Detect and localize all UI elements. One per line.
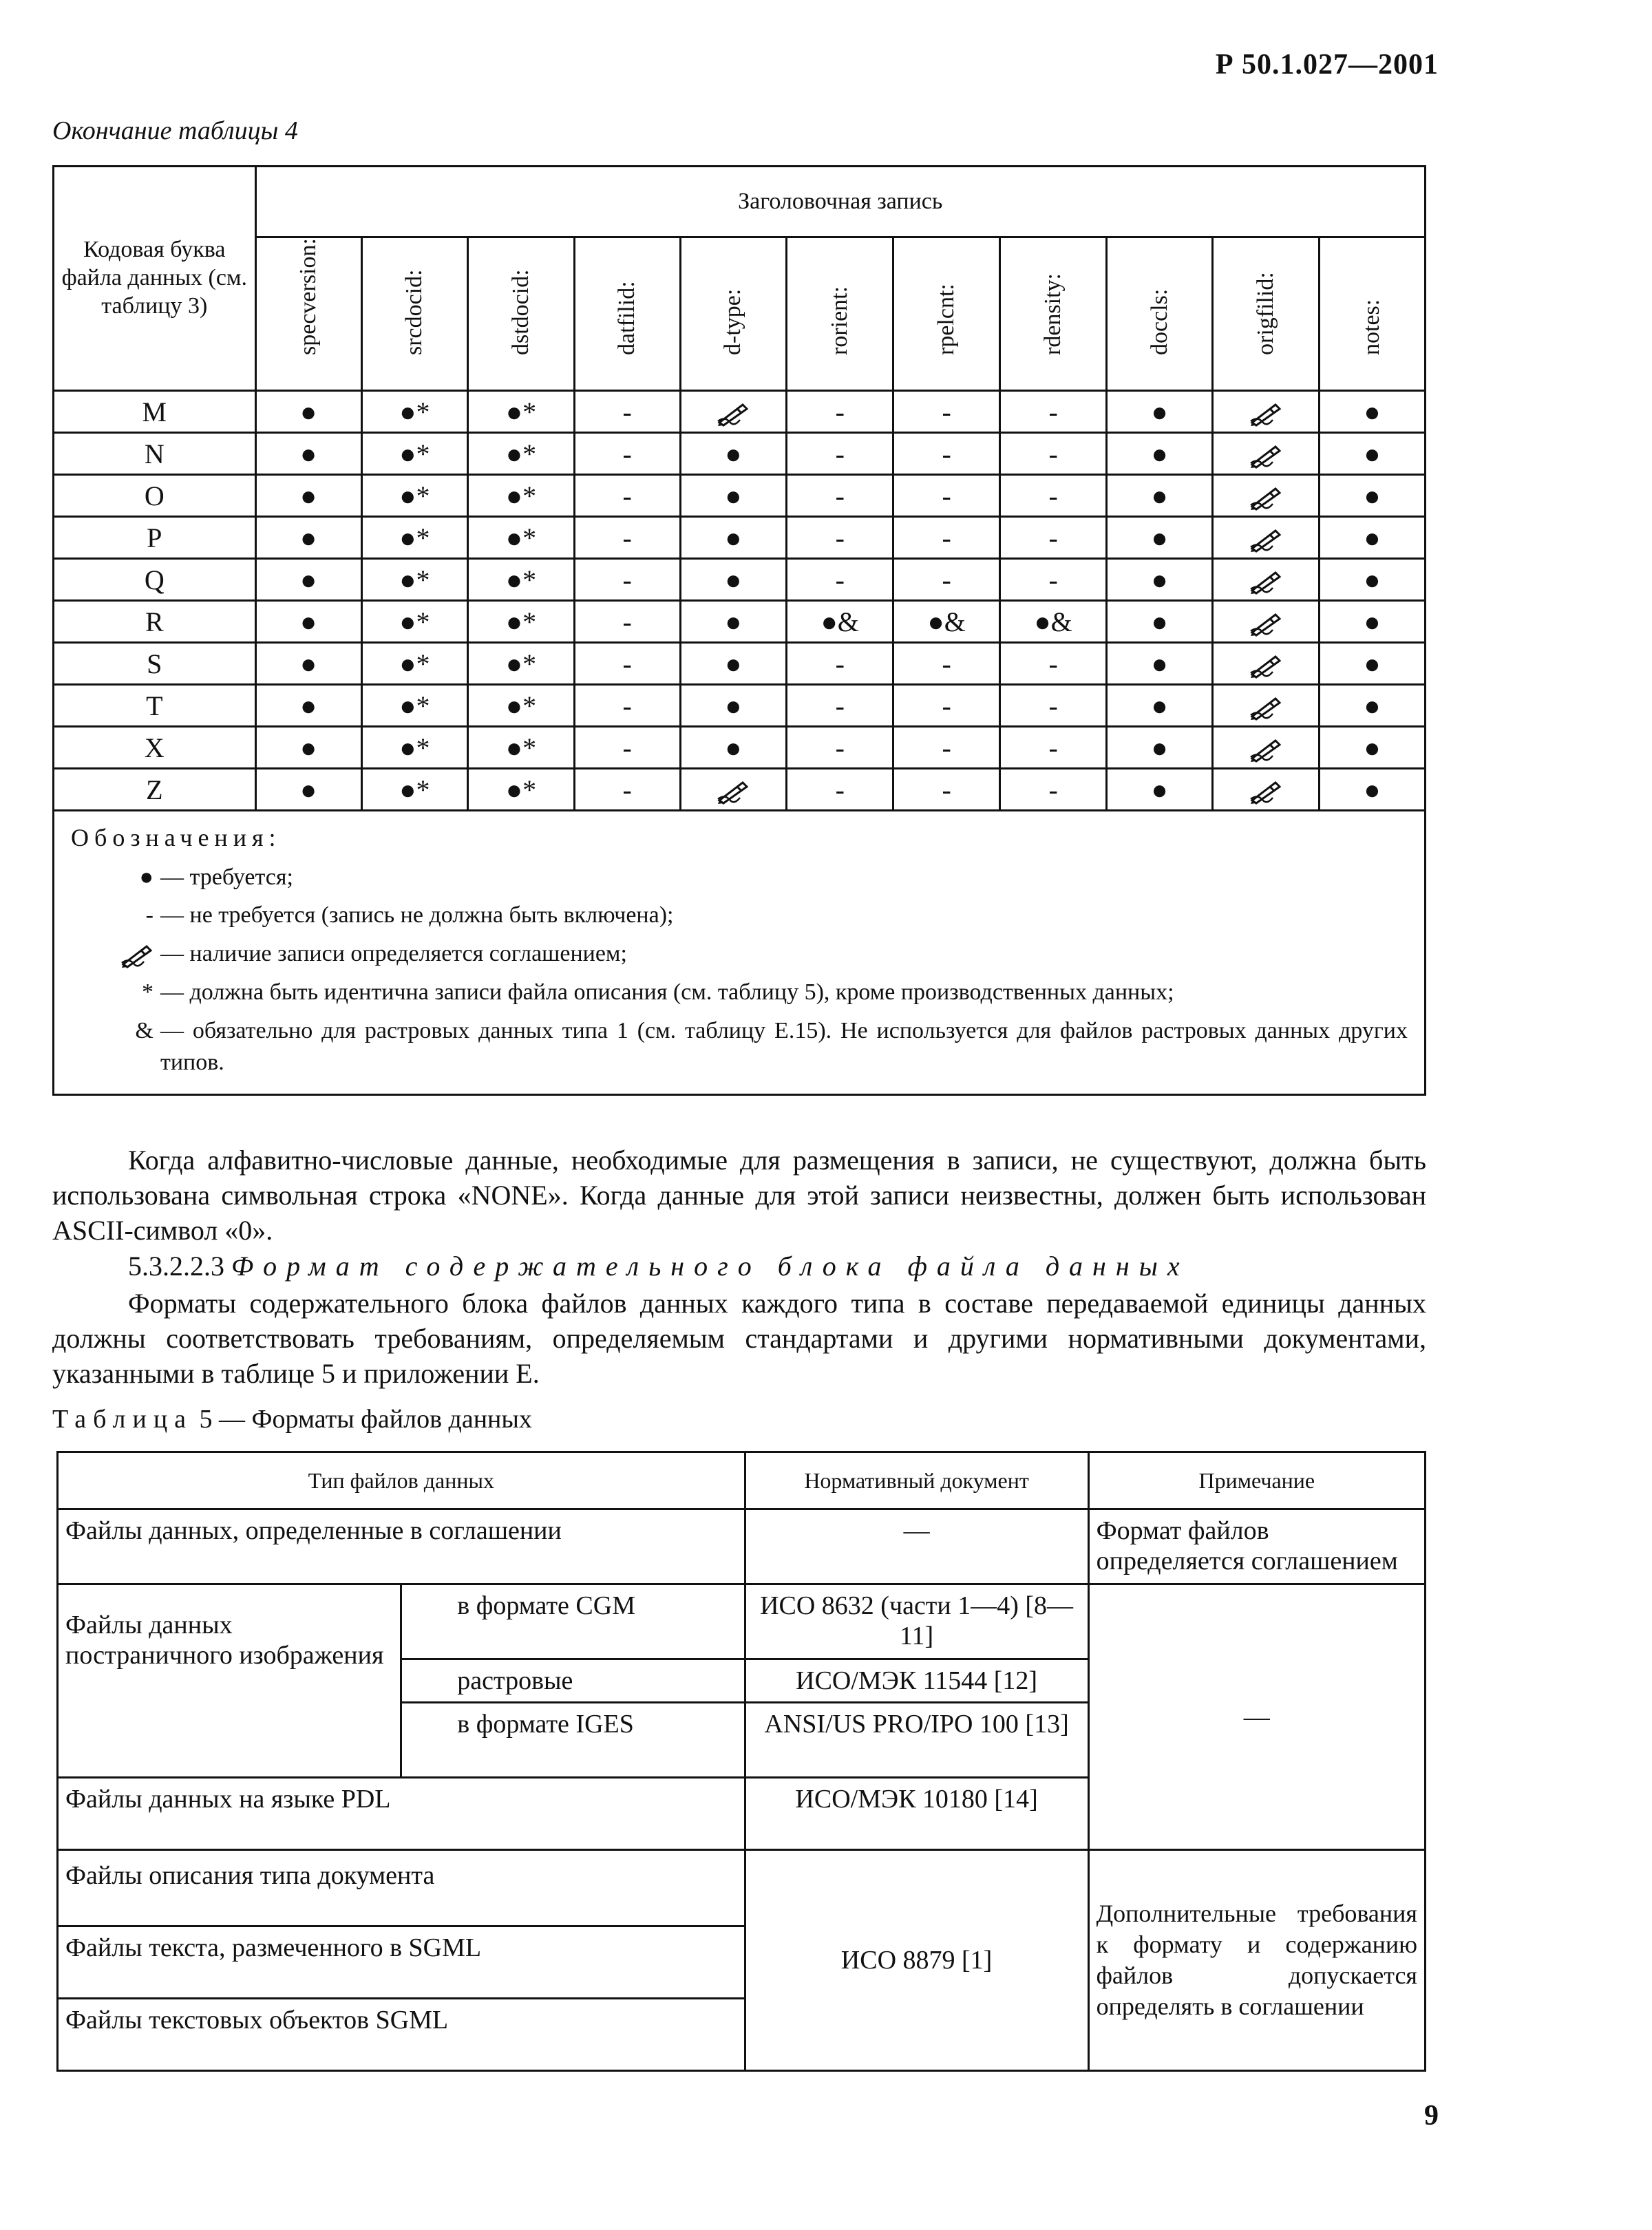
cell: - [1000,517,1107,559]
pen-icon [1249,486,1282,511]
row-letter: T [54,685,256,727]
cell: ●* [468,517,575,559]
cell: - [893,769,1000,811]
t5-header-type: Тип файлов данных [58,1452,745,1509]
cell [1213,517,1320,559]
cell: - [574,391,680,433]
section-title: Формат содержательного блока файла данных [231,1251,1189,1282]
pen-icon [1249,444,1282,469]
cell: - [574,769,680,811]
cell: ●* [468,601,575,643]
column-header: rdensity: [1000,237,1107,391]
column-header: specversion: [255,237,361,391]
table-5 [56,1451,1426,2072]
table-4 [52,165,1426,1096]
pen-icon [1249,402,1282,427]
cell: ● [1107,727,1213,769]
pen-icon [1249,696,1282,721]
cell: - [893,475,1000,517]
pen-icon [1249,654,1282,679]
cell: ●* [468,727,575,769]
page-number: 9 [1424,2100,1439,2132]
cell: - [1000,433,1107,475]
column-header: d-type: [680,237,787,391]
row-letter: P [54,517,256,559]
cell: - [787,391,893,433]
legend-title: Обозначения: [71,824,282,851]
table-row [54,727,1426,769]
t5-r8-type: Файлы текстовых объектов SGML [58,1999,745,2071]
legend-item [71,900,1408,931]
legend [54,811,1426,1095]
t5-sgml-doc: ИСО 8879 [1] [745,1850,1088,2071]
legend-text: — обязательно для растровых данных типа 1 (см. таблицу Е.15). Не используется для файлов растровых данных других типов. [160,1018,1408,1076]
legend-text: — должна быть идентична записи файла описания (см. таблицу 5), кроме производственных данных; [160,979,1174,1006]
cell: ● [680,685,787,727]
cell: ●* [468,475,575,517]
column-header: dstdocid: [468,237,575,391]
cell: ● [255,559,361,601]
legend-symbol: * [142,979,153,1006]
table-row [54,769,1426,811]
cell: ●* [468,433,575,475]
table5-caption-rest: 5 — Форматы файлов данных [199,1405,532,1434]
cell: ● [1319,517,1425,559]
t5-r6-type: Файлы описания типа документа [58,1850,745,1926]
legend-item [71,977,1408,1008]
legend-text: — не требуется (запись не должна быть включена); [160,902,674,928]
cell: ●& [893,601,1000,643]
table-row [54,475,1426,517]
cell: - [574,601,680,643]
t5-r5-type: Файлы данных на языке PDL [58,1778,745,1850]
cell: ●& [1000,601,1107,643]
cell: - [787,475,893,517]
column-header: datfilid: [574,237,680,391]
cell: - [787,727,893,769]
row-header: Кодовая буква файла данных (см. таблицу 3) [54,167,256,391]
row-letter: M [54,391,256,433]
cell: - [1000,559,1107,601]
legend-text: — требуется; [160,864,293,890]
cell: ● [1107,769,1213,811]
cell: ● [680,517,787,559]
cell: ●* [361,643,468,685]
row-letter: O [54,475,256,517]
table-row [54,559,1426,601]
paragraph-none: Когда алфавитно-числовые данные, необходимые для размещения в записи, не существуют, должна быть использована символьная строка «NONE». Когда данные для этой записи неизвестны, должен быть использован ASCII-символ «0». [52,1145,1426,1246]
cell: - [574,433,680,475]
cell: - [1000,643,1107,685]
cell [1213,727,1320,769]
cell: ● [1107,601,1213,643]
t5-header-note: Примечание [1088,1452,1425,1509]
cell: ●* [361,391,468,433]
cell: - [574,475,680,517]
cell: - [1000,769,1107,811]
legend-symbol [71,938,160,970]
legend-item [71,938,1408,970]
cell: ● [680,559,787,601]
cell: ●* [468,643,575,685]
column-header: rpelcnt: [893,237,1000,391]
row-letter: S [54,643,256,685]
column-header: rorient: [787,237,893,391]
cell: - [787,769,893,811]
cell: - [1000,391,1107,433]
cell [680,769,787,811]
cell: ●* [468,559,575,601]
cell: ● [1319,769,1425,811]
cell [1213,559,1320,601]
pen-icon [1249,738,1282,763]
legend-symbol: - [145,902,153,928]
cell: - [893,727,1000,769]
cell: ●& [787,601,893,643]
pen-icon [1249,612,1282,637]
cell: ●* [361,769,468,811]
cell: ●* [361,601,468,643]
cell [1213,643,1320,685]
table5-caption-word: Таблица [52,1405,193,1434]
cell: ● [255,727,361,769]
cell: ●* [468,769,575,811]
cell: ● [255,769,361,811]
cell [1213,391,1320,433]
cell: - [893,517,1000,559]
cell: ● [1319,559,1425,601]
section-heading [128,1250,1189,1282]
group-header: Заголовочная запись [255,167,1425,237]
pen-icon [1249,570,1282,595]
t5-r2-sub: в формате CGM [401,1584,745,1659]
pen-icon [717,402,750,427]
cell: - [893,433,1000,475]
row-letter: X [54,727,256,769]
pen-icon [717,780,750,805]
t5-page-group: Файлы данных постраничного изображения [58,1584,401,1778]
cell: - [893,643,1000,685]
section-number: 5.3.2.2.3 [128,1251,224,1282]
row-letter: Z [54,769,256,811]
cell: ● [680,727,787,769]
cell: ● [255,391,361,433]
cell: ● [1107,391,1213,433]
table4-caption: Окончание таблицы 4 [52,116,298,145]
t5-r5-doc: ИСО/МЭК 10180 [14] [745,1778,1088,1850]
row-letter: N [54,433,256,475]
cell: - [574,559,680,601]
cell: ● [1319,643,1425,685]
cell: ●* [361,559,468,601]
cell: - [1000,475,1107,517]
cell: ●* [361,517,468,559]
t5-sgml-note: Дополнительные требования к формату и содержанию файлов допускается определять в соглашении [1088,1850,1425,2071]
cell: ● [680,433,787,475]
cell: ● [1319,601,1425,643]
cell: - [787,433,893,475]
cell: ● [255,601,361,643]
cell [1213,433,1320,475]
cell: ●* [361,475,468,517]
cell: - [893,391,1000,433]
cell: - [1000,685,1107,727]
cell: ● [1107,559,1213,601]
table-row [54,601,1426,643]
t5-r4-doc: ANSI/US PRO/IPO 100 [13] [745,1703,1088,1778]
cell [1213,475,1320,517]
column-header: origfilid: [1213,237,1320,391]
cell: ● [255,685,361,727]
cell [680,391,787,433]
table5-caption [52,1404,532,1434]
row-letter: Q [54,559,256,601]
t5-r1-type: Файлы данных, определенные в соглашении [58,1509,745,1584]
cell: ● [255,643,361,685]
cell: ● [1107,517,1213,559]
cell: ● [1319,475,1425,517]
cell: - [1000,727,1107,769]
legend-item [71,862,1408,893]
cell: ● [680,643,787,685]
t5-r3-sub: растровые [401,1659,745,1703]
document-id: Р 50.1.027—2001 [1215,49,1439,81]
cell: ●* [468,391,575,433]
cell: ● [1107,475,1213,517]
cell: ● [1319,433,1425,475]
cell: ● [1319,391,1425,433]
cell: ●* [468,685,575,727]
table-row [54,643,1426,685]
row-letter: R [54,601,256,643]
cell [1213,601,1320,643]
cell: - [574,517,680,559]
table-row [54,685,1426,727]
cell: ● [1107,433,1213,475]
pen-icon [1249,528,1282,553]
t5-r2-doc: ИСО 8632 (части 1—4) [8—11] [745,1584,1088,1659]
cell [1213,685,1320,727]
t5-header-doc: Нормативный документ [745,1452,1088,1509]
cell: - [893,559,1000,601]
table-row [54,517,1426,559]
t5-r1-doc: — [745,1509,1088,1584]
cell: ● [1107,685,1213,727]
cell: - [893,685,1000,727]
cell: ●* [361,433,468,475]
column-header: notes: [1319,237,1425,391]
cell: ● [1319,727,1425,769]
cell: ● [255,475,361,517]
t5-r7-type: Файлы текста, размеченного в SGML [58,1926,745,1999]
legend-text: — наличие записи определяется соглашением; [160,941,627,967]
table-row [54,391,1426,433]
t5-dash-note: — [1088,1584,1425,1850]
legend-symbol: ● [139,864,153,890]
cell: ● [255,433,361,475]
cell [1213,769,1320,811]
t5-r1-note: Формат файлов определяется соглашением [1088,1509,1425,1584]
legend-symbol: & [135,1018,153,1044]
cell: ● [680,475,787,517]
column-header: doccls: [1107,237,1213,391]
cell: - [574,685,680,727]
pen-icon [1249,780,1282,805]
cell: - [574,643,680,685]
cell: - [787,685,893,727]
cell: ● [1319,685,1425,727]
paragraph-formats: Форматы содержательного блока файлов данных каждого типа в составе передаваемой единицы данных должны соответствовать требованиям, определяемым стандартами и другими нормативными документами, указанными в таблице 5 и приложении Е. [52,1288,1426,1390]
pen-icon [120,944,153,968]
t5-r3-doc: ИСО/МЭК 11544 [12] [745,1659,1088,1703]
table-row [54,433,1426,475]
cell: ●* [361,727,468,769]
cell: ● [1107,643,1213,685]
cell: - [574,727,680,769]
cell: ● [255,517,361,559]
column-header: srcdocid: [361,237,468,391]
legend-item [71,1015,1408,1079]
cell: - [787,643,893,685]
cell: - [787,517,893,559]
cell: ● [680,601,787,643]
t5-r4-sub: в формате IGES [401,1703,745,1778]
cell: ●* [361,685,468,727]
cell: - [787,559,893,601]
